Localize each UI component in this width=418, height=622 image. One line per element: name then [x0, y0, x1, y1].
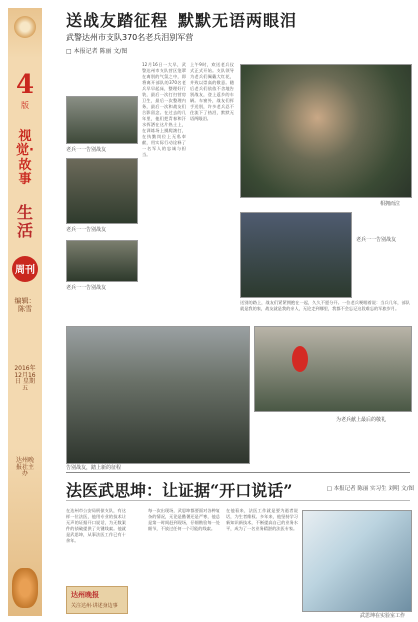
photo-caption: 武思坤在实验室工作	[360, 613, 406, 619]
story1-title-sub: 默默无语两眼泪	[178, 11, 298, 30]
column-name: 生活	[16, 203, 33, 240]
photo-farewell-banquet	[240, 212, 352, 298]
flower-icon	[14, 16, 36, 38]
story2-text-column: 在达州市公安局刑侦支队，有这样一位法医，他用专业的技术让无声的证据开口说话，为无数案件的侦破提供了关键线索。他就是武思坤，从事法医工作已有十余年。	[66, 508, 126, 543]
story1-subtitle: 武警达州市支队370名老兵泪别军营	[66, 33, 194, 42]
photo-caption: 老兵一一告别战友	[66, 147, 107, 153]
photo-caption: 为老兵献上最后的敬礼	[336, 417, 387, 423]
editor-credit: 编辑：陈雪	[14, 297, 36, 313]
edition-info: 2016年12月16日 星期五	[14, 365, 36, 392]
photo-caption: 相拥而泣	[380, 201, 401, 207]
story2-text-column: 在他看来，法医工作就是要为逝者说话，为生者维权。多年来，他坚持学习新知识新技术，不断提高自己的业务水平，成为了一名业务精湛的法医专家。	[226, 508, 298, 531]
red-flower-icon	[292, 346, 308, 372]
flower-icon	[12, 568, 38, 608]
photo-caption: 老兵一一告别战友	[66, 227, 107, 233]
section-sidebar	[8, 8, 42, 616]
promo-subtitle: 关注达州·讲述身边事	[71, 603, 118, 609]
story1-byline: □ 本报记者 陈丽 文/图	[66, 48, 128, 55]
photo-caption: 老兵一一告别战友	[66, 285, 107, 291]
page-unit: 版	[21, 101, 29, 110]
section-name: 视觉·故事	[16, 129, 34, 187]
photo-forensic-lab	[302, 510, 412, 612]
section-divider	[66, 472, 410, 473]
story2-text-column: 每一次出现场，武思坤都要面对各种复杂的情况，无论是酷暑还是严寒，他总是第一时间赶到现场，仔细勘验每一处细节，不放过任何一个可能的线索。	[148, 508, 220, 531]
weekly-label: 周刊	[15, 265, 35, 276]
story2-title: 法医武思坤：让证据“开口说话”	[66, 481, 293, 500]
story2-byline: □ 本报记者 陈丽 实习生 刘明 文/图	[326, 486, 414, 492]
photo-caption: 告别战友，踏上新的征程	[66, 465, 122, 471]
story1-title-main: 送战友踏征程	[66, 11, 169, 30]
newspaper-promo	[66, 586, 128, 614]
photo-soldiers-hugging	[240, 64, 412, 198]
photo-soldiers-road	[66, 96, 138, 144]
photo-caption: 老兵一一告别战友	[356, 237, 397, 243]
photo-soldiers-departure	[66, 326, 250, 464]
story1-title	[66, 8, 297, 31]
publisher-note: 达州晚报社主办	[15, 457, 34, 478]
page-number: 4	[15, 70, 35, 100]
story1-text-column: 送别的路上，战友们紧紧拥抱在一起，久久不愿分开。一位老兵哽咽着说：当兵几年，部队就是我的家，战友就是我的亲人，无论走到哪里，我都不会忘记这段难忘的军旅岁月。	[240, 300, 410, 311]
section-divider	[66, 500, 410, 501]
story1-text-column: 12月16日一大早，武警达州市支队营区笼罩在离别的气氛之中，即将离开部队的370名老兵早早起床，整理好行装，最后一次打扫营房卫生，最后一次整理内务，最后一次和战友们合影留念。在过去的几年里，他们把青春和汗水挥洒在这片热土上，在训练场上摸爬滚打，在执勤岗位上无私奉献，用实际行动诠释了一名军人的忠诚与担当。	[142, 62, 186, 157]
photo-soldiers-group	[66, 158, 138, 224]
weekly-badge	[12, 256, 38, 282]
photo-soldiers-ceremony	[66, 240, 138, 282]
promo-title: 达州晚报	[71, 591, 99, 599]
story1-text-column: 上午9时，欢送老兵仪式正式开始。支队领导为老兵们佩戴大红花，并致以崇高的敬意。随后老兵们依依不舍地告别战友，登上返乡的车辆。车窗外，战友们挥手送别，许多老兵忍不住流下了热泪，默默无语两眼泪。	[190, 62, 234, 121]
photo-red-flower-salute	[254, 326, 412, 412]
